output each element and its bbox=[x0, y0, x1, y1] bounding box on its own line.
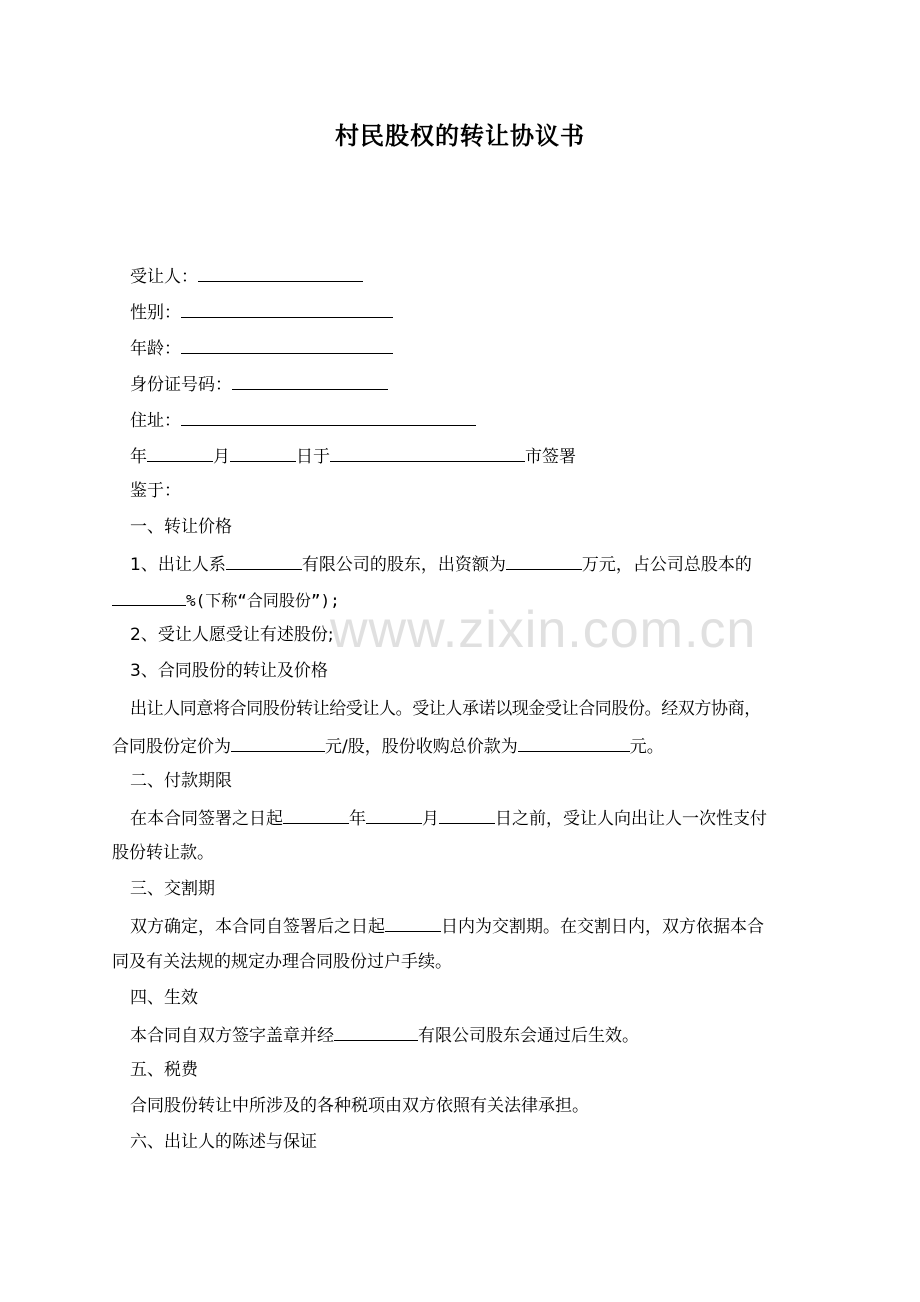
blank-line[interactable] bbox=[198, 263, 363, 282]
whereas-label: 鉴于： bbox=[130, 481, 181, 501]
section-heading: 三、交割期 bbox=[130, 879, 215, 899]
text-segment: 双方确定，本合同自签署后之日起 bbox=[130, 917, 385, 937]
text-segment: 日之前，受让人向出让人一次性支付 bbox=[495, 809, 767, 829]
text-segment: 月 bbox=[422, 809, 439, 829]
blank-line[interactable] bbox=[181, 299, 393, 318]
field-gender bbox=[130, 299, 393, 323]
blank-line[interactable] bbox=[231, 733, 325, 752]
paragraph-line bbox=[130, 1022, 639, 1048]
text-segment: 在本合同签署之日起 bbox=[130, 809, 283, 829]
paragraph-line bbox=[130, 805, 767, 831]
text-segment: 有限公司股东会通过后生效。 bbox=[418, 1026, 639, 1046]
watermark: www.zixin.com.cn bbox=[330, 601, 757, 659]
blank-line[interactable] bbox=[439, 805, 495, 824]
text-segment: 元/股，股份收购总价款为 bbox=[325, 737, 518, 757]
blank-line[interactable] bbox=[181, 407, 476, 426]
field-label: 性别： bbox=[130, 303, 181, 323]
text-segment: 合同股份定价为 bbox=[112, 737, 231, 757]
blank-line[interactable] bbox=[112, 587, 186, 606]
field-age bbox=[130, 335, 393, 359]
blank-line[interactable] bbox=[334, 1022, 418, 1041]
text-segment: 有限公司的股东，出资额为 bbox=[301, 555, 506, 575]
field-label: 受让人： bbox=[130, 267, 198, 287]
blank-line[interactable] bbox=[147, 443, 213, 462]
city-sign-label: 市签署 bbox=[525, 447, 576, 467]
paragraph-line: 2、受让人愿受让有述股份; bbox=[130, 625, 334, 645]
paragraph-line: 同及有关法规的规定办理合同股份过户手续。 bbox=[112, 952, 452, 972]
paragraph-line bbox=[130, 551, 752, 577]
blank-line[interactable] bbox=[232, 371, 388, 390]
field-transferee bbox=[130, 263, 363, 287]
paragraph-line: 出让人同意将合同股份转让给受让人。受让人承诺以现金受让合同股份。经双方协商， bbox=[130, 699, 761, 719]
blank-line[interactable] bbox=[518, 733, 630, 752]
field-label: 年龄： bbox=[130, 339, 181, 359]
day-label: 日于 bbox=[296, 447, 330, 467]
blank-line[interactable] bbox=[283, 805, 349, 824]
text-segment: 万元，占公司总股本的 bbox=[581, 555, 752, 575]
paragraph-line: 合同股份转让中所涉及的各种税项由双方依照有关法律承担。 bbox=[130, 1096, 589, 1116]
blank-line[interactable] bbox=[385, 913, 441, 932]
paragraph-line bbox=[112, 733, 664, 759]
paragraph-line bbox=[130, 913, 764, 939]
section-heading: 五、税费 bbox=[130, 1060, 198, 1080]
field-label: 身份证号码： bbox=[130, 375, 232, 395]
text-segment: 本合同自双方签字盖章并经 bbox=[130, 1026, 334, 1046]
month-label: 月 bbox=[213, 447, 230, 467]
text-segment: 1、出让人系 bbox=[130, 555, 226, 575]
paragraph-line: 股份转让款。 bbox=[112, 843, 214, 863]
blank-line[interactable] bbox=[226, 551, 302, 570]
blank-line[interactable] bbox=[181, 335, 393, 354]
signing-line bbox=[130, 443, 576, 467]
document-title: 村民股权的转让协议书 bbox=[335, 122, 585, 150]
text-segment: 年 bbox=[349, 809, 366, 829]
field-label: 住址： bbox=[130, 411, 181, 431]
year-label: 年 bbox=[130, 447, 147, 467]
section-heading: 四、生效 bbox=[130, 988, 198, 1008]
blank-line[interactable] bbox=[366, 805, 422, 824]
section-heading: 二、付款期限 bbox=[130, 771, 232, 791]
blank-line[interactable] bbox=[506, 551, 582, 570]
text-segment: 日内为交割期。在交割日内，双方依据本合 bbox=[441, 917, 764, 937]
text-segment: %(下称“合同股份”); bbox=[186, 591, 340, 610]
section-heading: 一、转让价格 bbox=[130, 517, 232, 537]
paragraph-line bbox=[112, 587, 340, 613]
text-segment: 元。 bbox=[629, 737, 664, 757]
blank-line[interactable] bbox=[330, 443, 525, 462]
blank-line[interactable] bbox=[230, 443, 296, 462]
paragraph-line: 3、合同股份的转让及价格 bbox=[130, 661, 328, 681]
field-address bbox=[130, 407, 476, 431]
field-id-number bbox=[130, 371, 388, 395]
section-heading: 六、出让人的陈述与保证 bbox=[130, 1132, 317, 1152]
